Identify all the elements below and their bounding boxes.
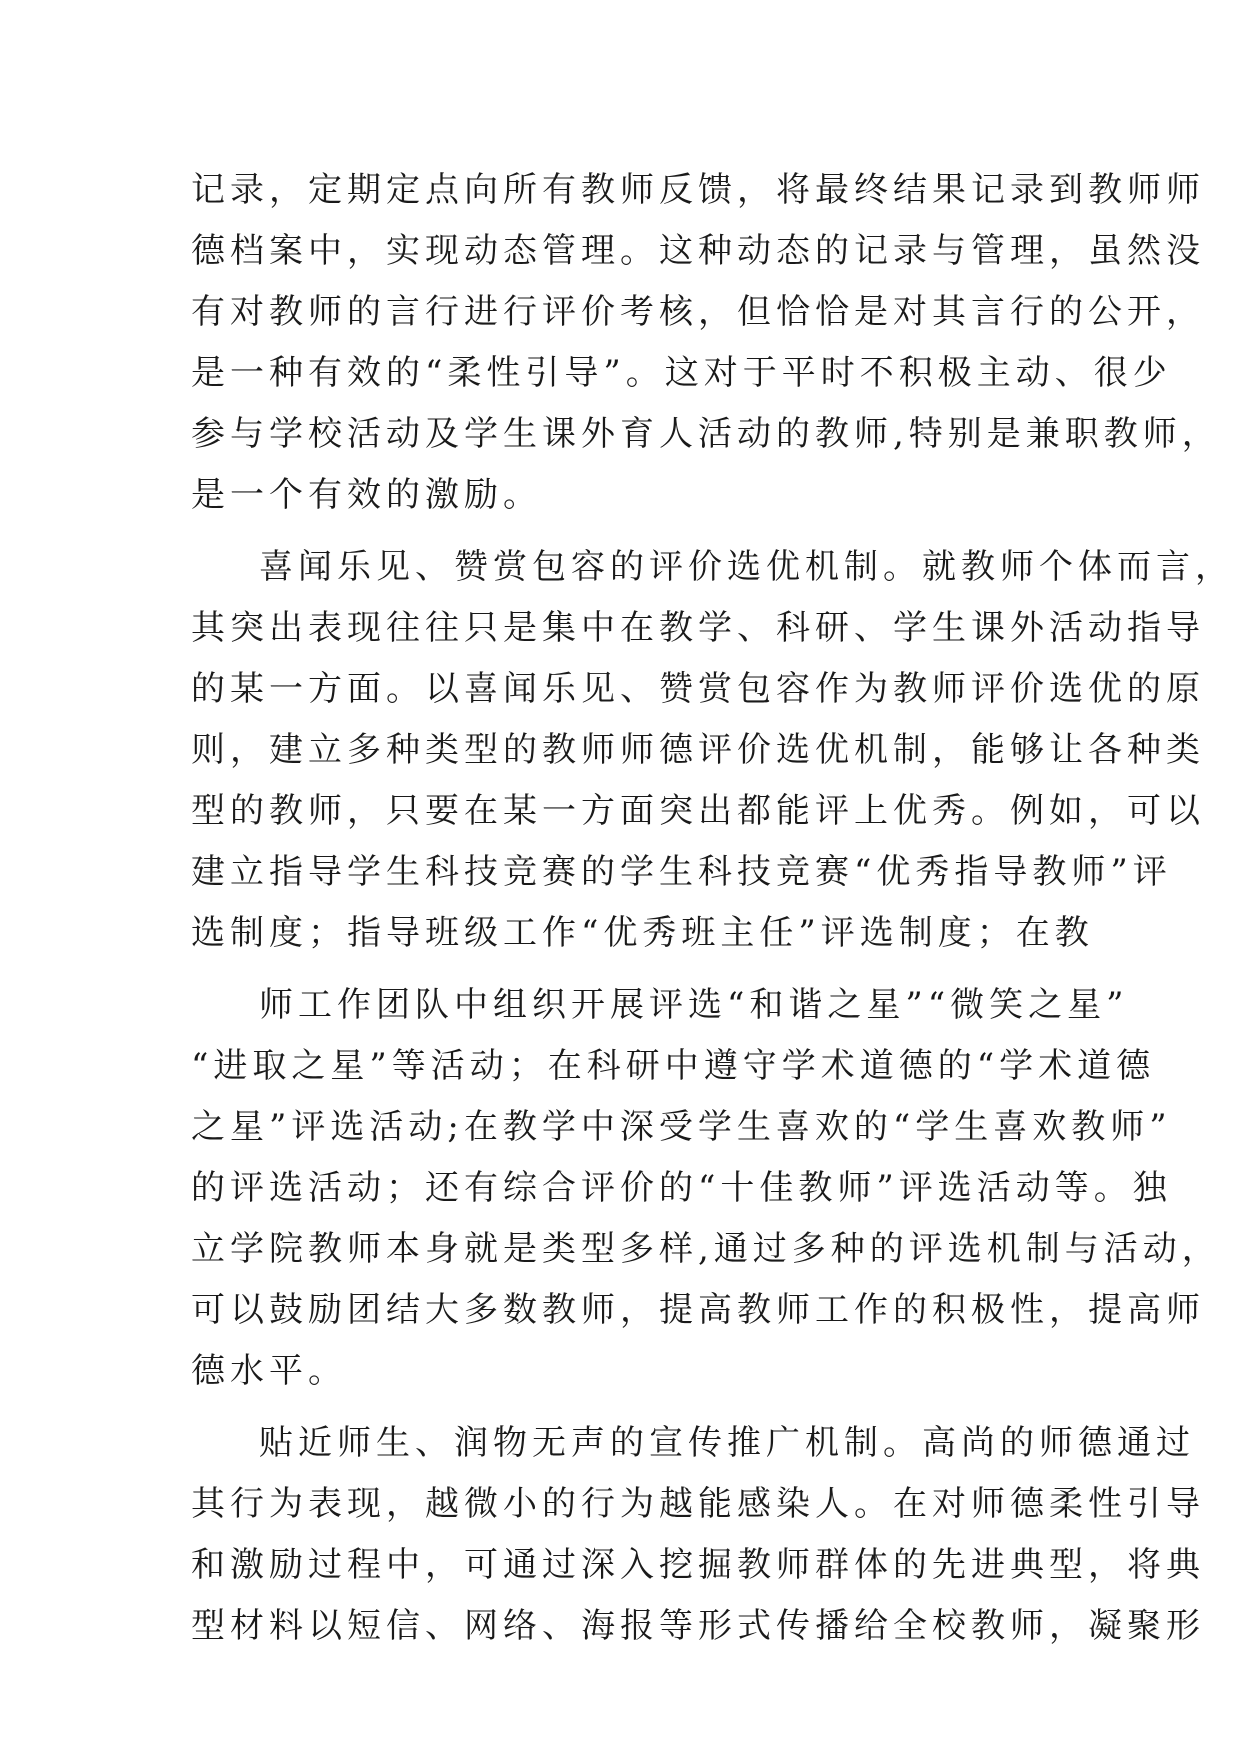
text-line: 的评选活动；还有综合评价的“十佳教师”评选活动等。独 (191, 1168, 1172, 1208)
text-line: 立学院教师本身就是类型多样,通过多种的评选机制与活动， (191, 1229, 1221, 1269)
text-line: 是一种有效的“柔性引导”。这对于平时不积极主动、很少 (191, 353, 1172, 393)
text-line: 建立指导学生科技竞赛的学生科技竞赛“优秀指导教师”评 (191, 852, 1172, 892)
text-line: 其突出表现往往只是集中在教学、科研、学生课外活动指导 (191, 608, 1205, 648)
text-line: 有对教师的言行进行评价考核，但恰恰是对其言行的公开， (191, 292, 1205, 332)
text-line: 贴近师生、润物无声的宣传推广机制。高尚的师德通过 (259, 1423, 1195, 1463)
text-line: 喜闻乐见、赞赏包容的评价选优机制。就教师个体而言， (259, 547, 1234, 587)
document-body (191, 160, 1234, 1657)
text-line: 德档案中，实现动态管理。这种动态的记录与管理，虽然没 (191, 231, 1205, 271)
text-line: 型的教师，只要在某一方面突出都能评上优秀。例如，可以 (191, 791, 1205, 831)
text-line: 则，建立多种类型的教师师德评价选优机制，能够让各种类 (191, 730, 1205, 770)
text-line: “进取之星”等活动；在科研中遵守学术道德的“学术道德 (191, 1046, 1156, 1086)
text-line: 是一个有效的激励。 (191, 475, 542, 515)
text-line: 记录，定期定点向所有教师反馈，将最终结果记录到教师师 (191, 170, 1205, 210)
paragraph-4 (191, 1413, 1205, 1657)
paragraph-1 (191, 160, 1221, 526)
text-line: 德水平。 (191, 1351, 347, 1391)
text-line: 型材料以短信、网络、海报等形式传播给全校教师，凝聚形 (191, 1606, 1205, 1646)
text-line: 和激励过程中，可通过深入挖掘教师群体的先进典型，将典 (191, 1545, 1205, 1585)
paragraph-2 (191, 537, 1234, 964)
text-line: 之星”评选活动;在教学中深受学生喜欢的“学生喜欢教师” (191, 1107, 1172, 1147)
text-line: 选制度；指导班级工作“优秀班主任”评选制度；在教 (191, 913, 1094, 953)
paragraph-3 (191, 975, 1221, 1402)
text-line: 的某一方面。以喜闻乐见、赞赏包容作为教师评价选优的原 (191, 669, 1205, 709)
text-line: 参与学校活动及学生课外育人活动的教师,特别是兼职教师， (191, 414, 1221, 454)
text-line: 可以鼓励团结大多数教师，提高教师工作的积极性，提高师 (191, 1290, 1205, 1330)
text-line: 师工作团队中组织开展评选“和谐之星”“微笑之星” (259, 985, 1129, 1025)
text-line: 其行为表现，越微小的行为越能感染人。在对师德柔性引导 (191, 1484, 1205, 1524)
